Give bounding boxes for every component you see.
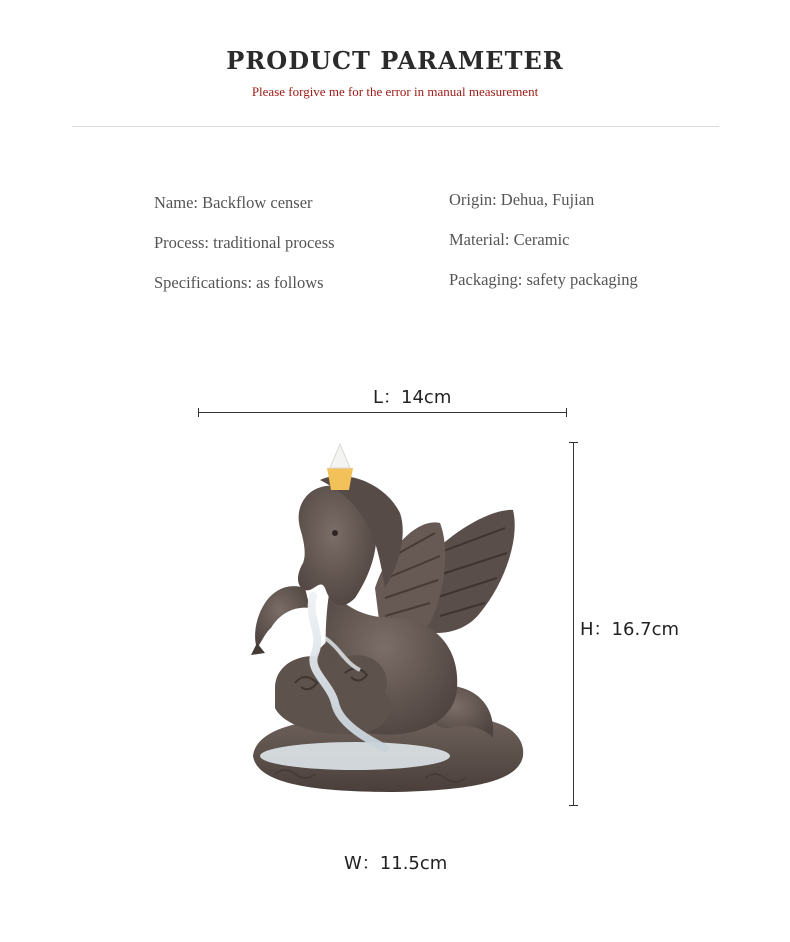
height-dimension-line (573, 442, 574, 806)
length-dimension-line (198, 412, 567, 413)
pegasus-eye (332, 530, 338, 536)
param-specifications: Specifications: as follows (154, 273, 324, 292)
measurement-disclaimer: Please forgive me for the error in manual measurement (251, 84, 539, 99)
page-title: PRODUCT PARAMETER (226, 46, 564, 75)
smoke-pool (260, 742, 450, 770)
divider (72, 126, 719, 127)
length-label: L：14cm (373, 387, 452, 408)
height-tick-bottom (569, 805, 578, 806)
height-tick-top (569, 442, 578, 443)
param-name: Name: Backflow censer (154, 193, 313, 212)
incense-cone-icon (330, 444, 350, 468)
width-label: W：11.5cm (344, 853, 448, 874)
param-origin: Origin: Dehua, Fujian (449, 190, 595, 209)
param-material: Material: Ceramic (449, 230, 570, 249)
incense-cone-holder (327, 468, 353, 490)
length-tick-right (566, 408, 567, 417)
height-label: H：16.7cm (580, 619, 680, 640)
pegasus-censer-image (235, 438, 535, 808)
param-packaging: Packaging: safety packaging (449, 270, 638, 289)
pegasus-front-leg (255, 586, 310, 648)
length-tick-left (198, 408, 199, 417)
param-process: Process: traditional process (154, 233, 335, 252)
